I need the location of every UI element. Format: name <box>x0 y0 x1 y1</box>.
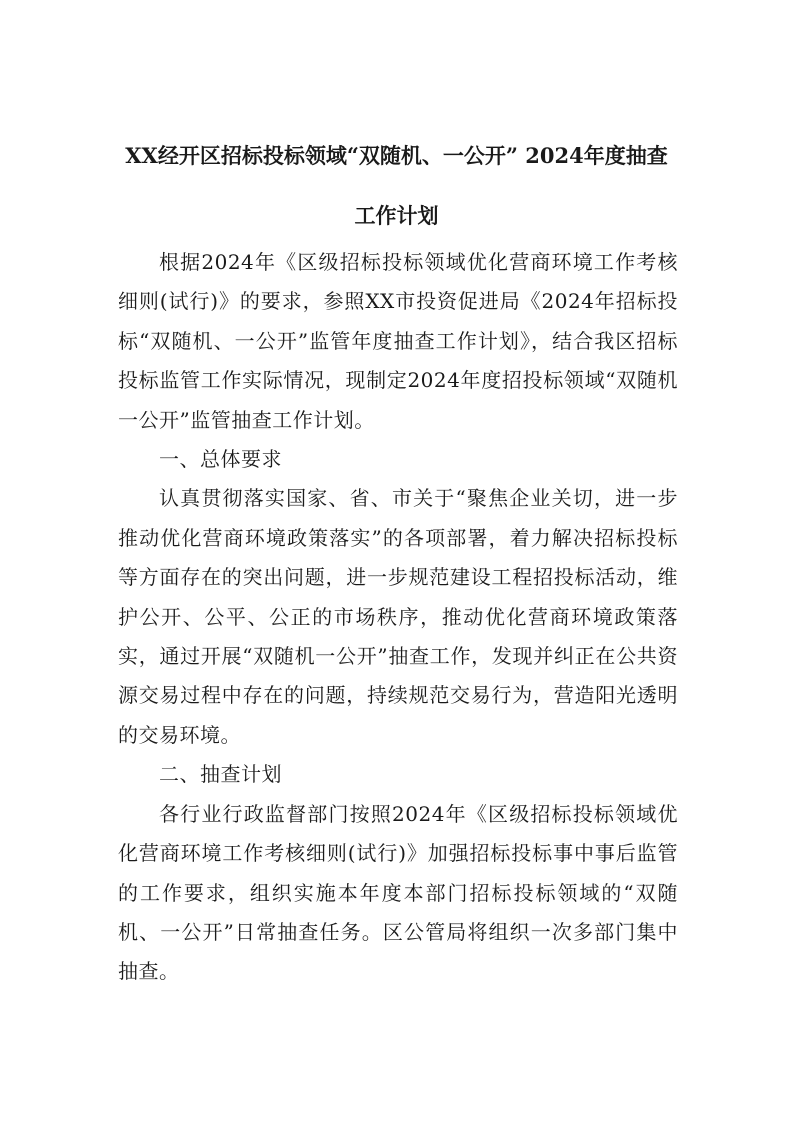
title-line-2: 工作计划 <box>354 203 439 228</box>
document-title <box>100 126 693 246</box>
inspection-plan-paragraph: 各行业行政监督部门按照2024年《区级招标投标领域优化营商环境工作考核细则(试行)》加强招标投标事中事后监管的工作要求，组织实施本年度本部门招标投标领域的“双随机、一公开”日常抽查任务。区公管局将组织一次多部门集中抽查。 <box>118 801 678 984</box>
section-heading-general-requirements: 一、总体要求 <box>159 447 282 472</box>
general-requirements-paragraph: 认真贯彻落实国家、省、市关于“聚焦企业关切，进一步推动优化营商环境政策落实”的各项部署，着力解决招标投标等方面存在的突出问题，进一步规范建设工程招投标活动，维护公开、公平、公正的市场秩序，推动优化营商环境政策落实，通过开展“双随机一公开”抽查工作，发现并纠正在公共资源交易过程中存在的问题，持续规范交易行为，营造阳光透明的交易环境。 <box>118 486 678 747</box>
document-body <box>118 243 678 992</box>
intro-paragraph: 根据2024年《区级招标投标领域优化营商环境工作考核细则(试行)》的要求，参照XX市投资促进局《2024年招标投标“双随机、一公开”监管年度抽查工作计划》，结合我区招标投标监管工作实际情况，现制定2024年度招投标领域“双随机一公开”监管抽查工作计划。 <box>118 250 678 432</box>
section-heading-inspection-plan: 二、抽查计划 <box>159 762 282 787</box>
title-line-1: XX经开区招标投标领域“双随机、一公开” 2024年度抽查 <box>125 143 668 168</box>
